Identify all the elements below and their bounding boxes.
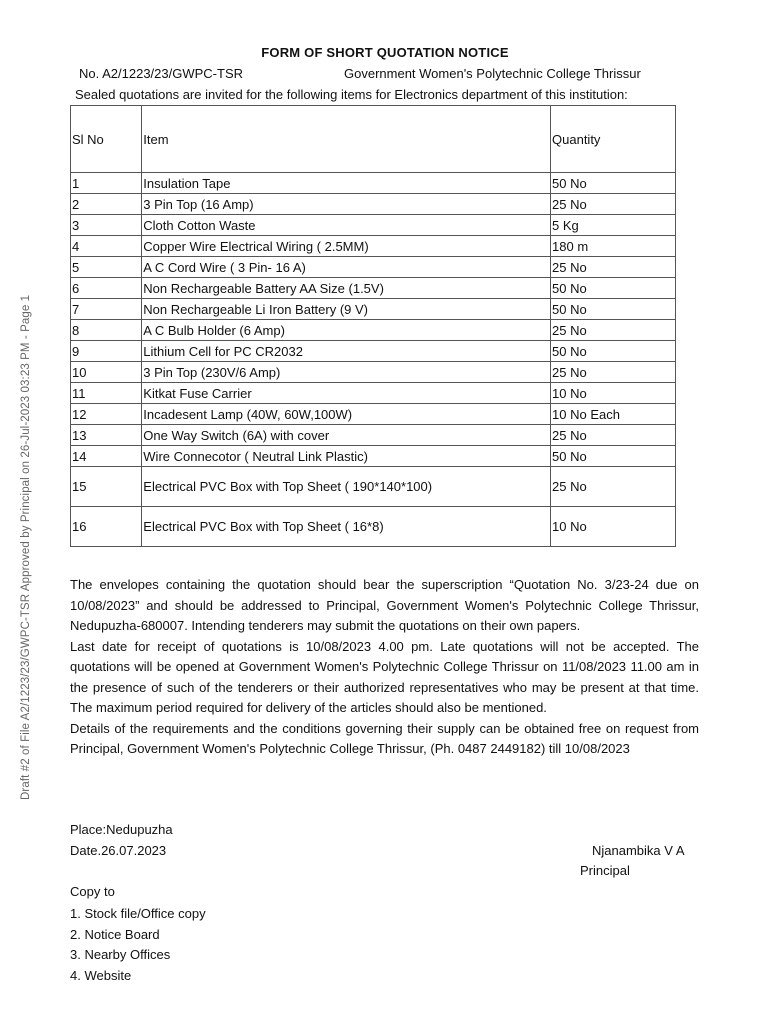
table-row xyxy=(71,299,676,320)
cell-sl-no: 7 xyxy=(71,299,142,320)
header-quantity: Quantity xyxy=(551,106,676,173)
cell-quantity: 50 No xyxy=(551,278,676,299)
cell-sl-no: 15 xyxy=(71,467,142,507)
cell-item: Wire Connecotor ( Neutral Link Plastic) xyxy=(142,446,551,467)
cell-item: 3 Pin Top (16 Amp) xyxy=(142,194,551,215)
table-row xyxy=(71,467,676,507)
cell-quantity: 25 No xyxy=(551,467,676,507)
list-item: 3. Nearby Offices xyxy=(70,947,171,962)
date-line: Date.26.07.2023 xyxy=(70,843,167,858)
table-row xyxy=(71,236,676,257)
table-row xyxy=(71,278,676,299)
cell-item: 3 Pin Top (230V/6 Amp) xyxy=(142,362,551,383)
cell-quantity: 25 No xyxy=(551,257,676,278)
cell-item: Non Rechargeable Battery AA Size (1.5V) xyxy=(142,278,551,299)
cell-item: Electrical PVC Box with Top Sheet ( 190*140*100) xyxy=(142,467,551,507)
table-row xyxy=(71,362,676,383)
cell-sl-no: 8 xyxy=(71,320,142,341)
copy-list xyxy=(70,904,206,986)
table-row xyxy=(71,404,676,425)
cell-item: Copper Wire Electrical Wiring ( 2.5MM) xyxy=(142,236,551,257)
intro-text: Sealed quotations are invited for the following items for Electronics department of this institution: xyxy=(75,87,628,102)
cell-item: A C Bulb Holder (6 Amp) xyxy=(142,320,551,341)
cell-item: One Way Switch (6A) with cover xyxy=(142,425,551,446)
cell-quantity: 10 No xyxy=(551,383,676,404)
table-row xyxy=(71,215,676,236)
table-row xyxy=(71,507,676,547)
cell-item: Lithium Cell for PC CR2032 xyxy=(142,341,551,362)
cell-quantity: 25 No xyxy=(551,194,676,215)
approval-side-note: Draft #2 of File A2/1223/23/GWPC-TSR Approved by Principal on 26-Jul-2023 03:23 PM - Page 1 xyxy=(20,294,32,800)
page-title: FORM OF SHORT QUOTATION NOTICE xyxy=(261,45,509,60)
list-item: 2. Notice Board xyxy=(70,926,160,942)
cell-sl-no: 5 xyxy=(71,257,142,278)
cell-item: Electrical PVC Box with Top Sheet ( 16*8) xyxy=(142,507,551,547)
cell-quantity: 180 m xyxy=(551,236,676,257)
list-item: 1. Stock file/Office copy xyxy=(70,906,206,921)
cell-quantity: 10 No xyxy=(551,507,676,547)
signatory-name: Njanambika V A xyxy=(592,843,685,858)
cell-quantity: 25 No xyxy=(551,362,676,383)
cell-item: Incadesent Lamp (40W, 60W,100W) xyxy=(142,404,551,425)
cell-sl-no: 4 xyxy=(71,236,142,257)
list-item: 4. Website xyxy=(70,967,132,983)
cell-sl-no: 1 xyxy=(71,173,142,194)
cell-quantity: 10 No Each xyxy=(551,404,676,425)
cell-sl-no: 16 xyxy=(71,507,142,547)
cell-sl-no: 11 xyxy=(71,383,142,404)
envelope-instructions: The envelopes containing the quotation should bear the superscription “Quotation No. 3/23-24 due on 10/08/2023” and should be addressed to Principal, Government Women's Polytechnic College Thrissur, Nedupuzha-680007. Intending tenderers may submit the quotations on their own papers. xyxy=(70,577,699,633)
table-row xyxy=(71,173,676,194)
cell-item: Kitkat Fuse Carrier xyxy=(142,383,551,404)
place-line: Place:Nedupuzha xyxy=(70,822,173,837)
cell-quantity: 50 No xyxy=(551,341,676,362)
cell-sl-no: 14 xyxy=(71,446,142,467)
last-date-paragraph: Last date for receipt of quotations is 10/08/2023 4.00 pm. Late quotations will not be accepted. The quotations will be opened at Government Women's Polytechnic College Thrissur on 11/08/2023 11.00 am in the presence of such of the tenderers or their authorized representatives who may be present at that time. The maximum period required for delivery of the articles should also be mentioned. xyxy=(70,638,699,715)
table-row xyxy=(71,341,676,362)
cell-quantity: 50 No xyxy=(551,173,676,194)
cell-quantity: 25 No xyxy=(551,425,676,446)
cell-quantity: 5 Kg xyxy=(551,215,676,236)
table-row xyxy=(71,257,676,278)
notice-body xyxy=(70,575,699,760)
cell-sl-no: 9 xyxy=(71,341,142,362)
items-table xyxy=(70,105,676,547)
cell-sl-no: 6 xyxy=(71,278,142,299)
details-paragraph: Details of the requirements and the conditions governing their supply can be obtained free on request from Principal, Government Women's Polytechnic College Thrissur, (Ph. 0487 2449182) till 10/08/2023 xyxy=(70,720,699,756)
cell-item: Cloth Cotton Waste xyxy=(142,215,551,236)
header-item: Item xyxy=(142,106,551,173)
cell-quantity: 50 No xyxy=(551,446,676,467)
table-row xyxy=(71,194,676,215)
table-row xyxy=(71,425,676,446)
signatory-designation: Principal xyxy=(580,863,630,878)
cell-item: Insulation Tape xyxy=(142,173,551,194)
table-header-row xyxy=(71,106,676,173)
reference-number: No. A2/1223/23/GWPC-TSR xyxy=(79,66,244,81)
table-row xyxy=(71,383,676,404)
cell-sl-no: 2 xyxy=(71,194,142,215)
cell-sl-no: 10 xyxy=(71,362,142,383)
cell-quantity: 50 No xyxy=(551,299,676,320)
institution-name: Government Women's Polytechnic College Thrissur xyxy=(344,66,641,81)
table-row xyxy=(71,320,676,341)
cell-item: Non Rechargeable Li Iron Battery (9 V) xyxy=(142,299,551,320)
cell-item: A C Cord Wire ( 3 Pin- 16 A) xyxy=(142,257,551,278)
copy-to-heading: Copy to xyxy=(70,884,115,899)
table-row xyxy=(71,446,676,467)
cell-quantity: 25 No xyxy=(551,320,676,341)
cell-sl-no: 13 xyxy=(71,425,142,446)
cell-sl-no: 12 xyxy=(71,404,142,425)
cell-sl-no: 3 xyxy=(71,215,142,236)
header-sl-no: Sl No xyxy=(71,106,142,173)
